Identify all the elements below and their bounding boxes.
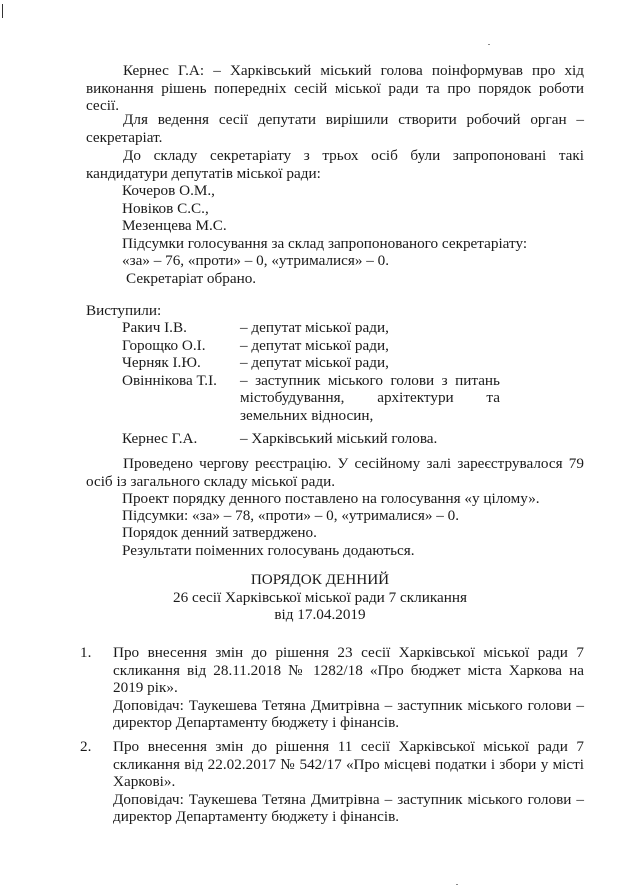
speakers-heading: Виступили: (86, 302, 162, 319)
agenda-item (80, 738, 584, 826)
speaker-role: – депутат міської ради, (240, 354, 389, 371)
agenda-item-text: Про внесення змін до рішення 11 сесії Харківської міської ради 7 скликання від 22.02.2017 № 542/17 «Про місцеві податки і збори у місті Харкові». (113, 738, 584, 790)
agenda-date: від 17.04.2019 (274, 606, 366, 623)
speaker-row (122, 372, 584, 425)
agenda-item-reporter: Доповідач: Таукешева Тетяна Дмитрівна – заступник міського голови – директор Департаменту бюджету і фінансів. (113, 790, 584, 825)
secretariat-vote-result: «за» – 76, «проти» – 0, «утрималися» – 0. (122, 252, 390, 269)
secretariat-member: Новіков С.С., (122, 200, 209, 217)
speaker-name: Овіннікова Т.І. (122, 371, 217, 389)
secretariat-intro-paragraph: Для ведення сесії депутати вирішили створити робочий орган – секретаріат. (86, 111, 584, 146)
agenda-item-number: 2. (80, 738, 92, 755)
speaker-row (122, 430, 584, 448)
speaker-row (122, 337, 584, 355)
secretariat-composition-paragraph: До складу секретаріату з трьох осіб були запропоновані такі кандидатури депутатів міської ради: (86, 147, 584, 182)
speaker-row (122, 354, 584, 372)
registration-paragraph: Проведено чергову реєстрацію. У сесійному залі зареєструвалося 79 осіб із загального складу міської ради. (86, 455, 584, 490)
secretariat-member: Мезенцева М.С. (122, 217, 227, 234)
agenda-vote-project: Проект порядку денного поставлено на голосування «у цілому». (122, 490, 540, 507)
kernes-report-paragraph: Кернес Г.А: – Харківський міський голова поінформував про хід виконання рішень попередніх сесій міської ради та про порядок роботи сесії. (86, 62, 584, 114)
speakers-list (122, 319, 584, 448)
speaker-role: – заступник міського голови з питань містобудування, архітектури та земельних відносин, (240, 371, 500, 424)
speaker-role: – депутат міської ради, (240, 319, 389, 336)
speaker-role: – Харківський міський голова. (240, 430, 438, 447)
speaker-role: – депутат міської ради, (240, 336, 389, 354)
speaker-name: Черняк І.Ю. (122, 354, 201, 371)
agenda-item-number: 1. (80, 644, 92, 661)
agenda-item-text: Про внесення змін до рішення 23 сесії Харківської міської ради 7 скликання від 28.11.2018 № 1282/18 «Про бюджет міста Харкова на 2019 рік». (113, 644, 584, 696)
speaker-name: Ракич І.В. (122, 319, 187, 336)
scan-speck (456, 884, 458, 885)
speaker-name: Кернес Г.А. (122, 430, 198, 447)
secretariat-elected: Секретаріат обрано. (126, 270, 257, 287)
scan-speck (488, 44, 490, 45)
scan-edge-mark (2, 4, 3, 18)
secretariat-member: Кочеров О.М., (122, 182, 215, 199)
speaker-name: Горощко О.І. (122, 336, 206, 354)
roll-call-note: Результати поіменних голосувань додаються. (122, 542, 415, 559)
agenda-title: ПОРЯДОК ДЕННИЙ (250, 571, 390, 588)
secretariat-vote-title: Підсумки голосування за склад запропонованого секретаріату: (122, 235, 528, 252)
agenda-approved: Порядок денний затверджено. (122, 524, 317, 541)
agenda-vote-result: Підсумки: «за» – 78, «проти» – 0, «утрималися» – 0. (122, 507, 460, 524)
speaker-row (122, 319, 584, 337)
agenda-item-reporter: Доповідач: Таукешева Тетяна Дмитрівна – заступник міського голови – директор Департаменту бюджету і фінансів. (113, 696, 584, 731)
agenda-item (80, 644, 584, 732)
agenda-subtitle: 26 сесії Харківської міської ради 7 скликання (173, 589, 467, 606)
